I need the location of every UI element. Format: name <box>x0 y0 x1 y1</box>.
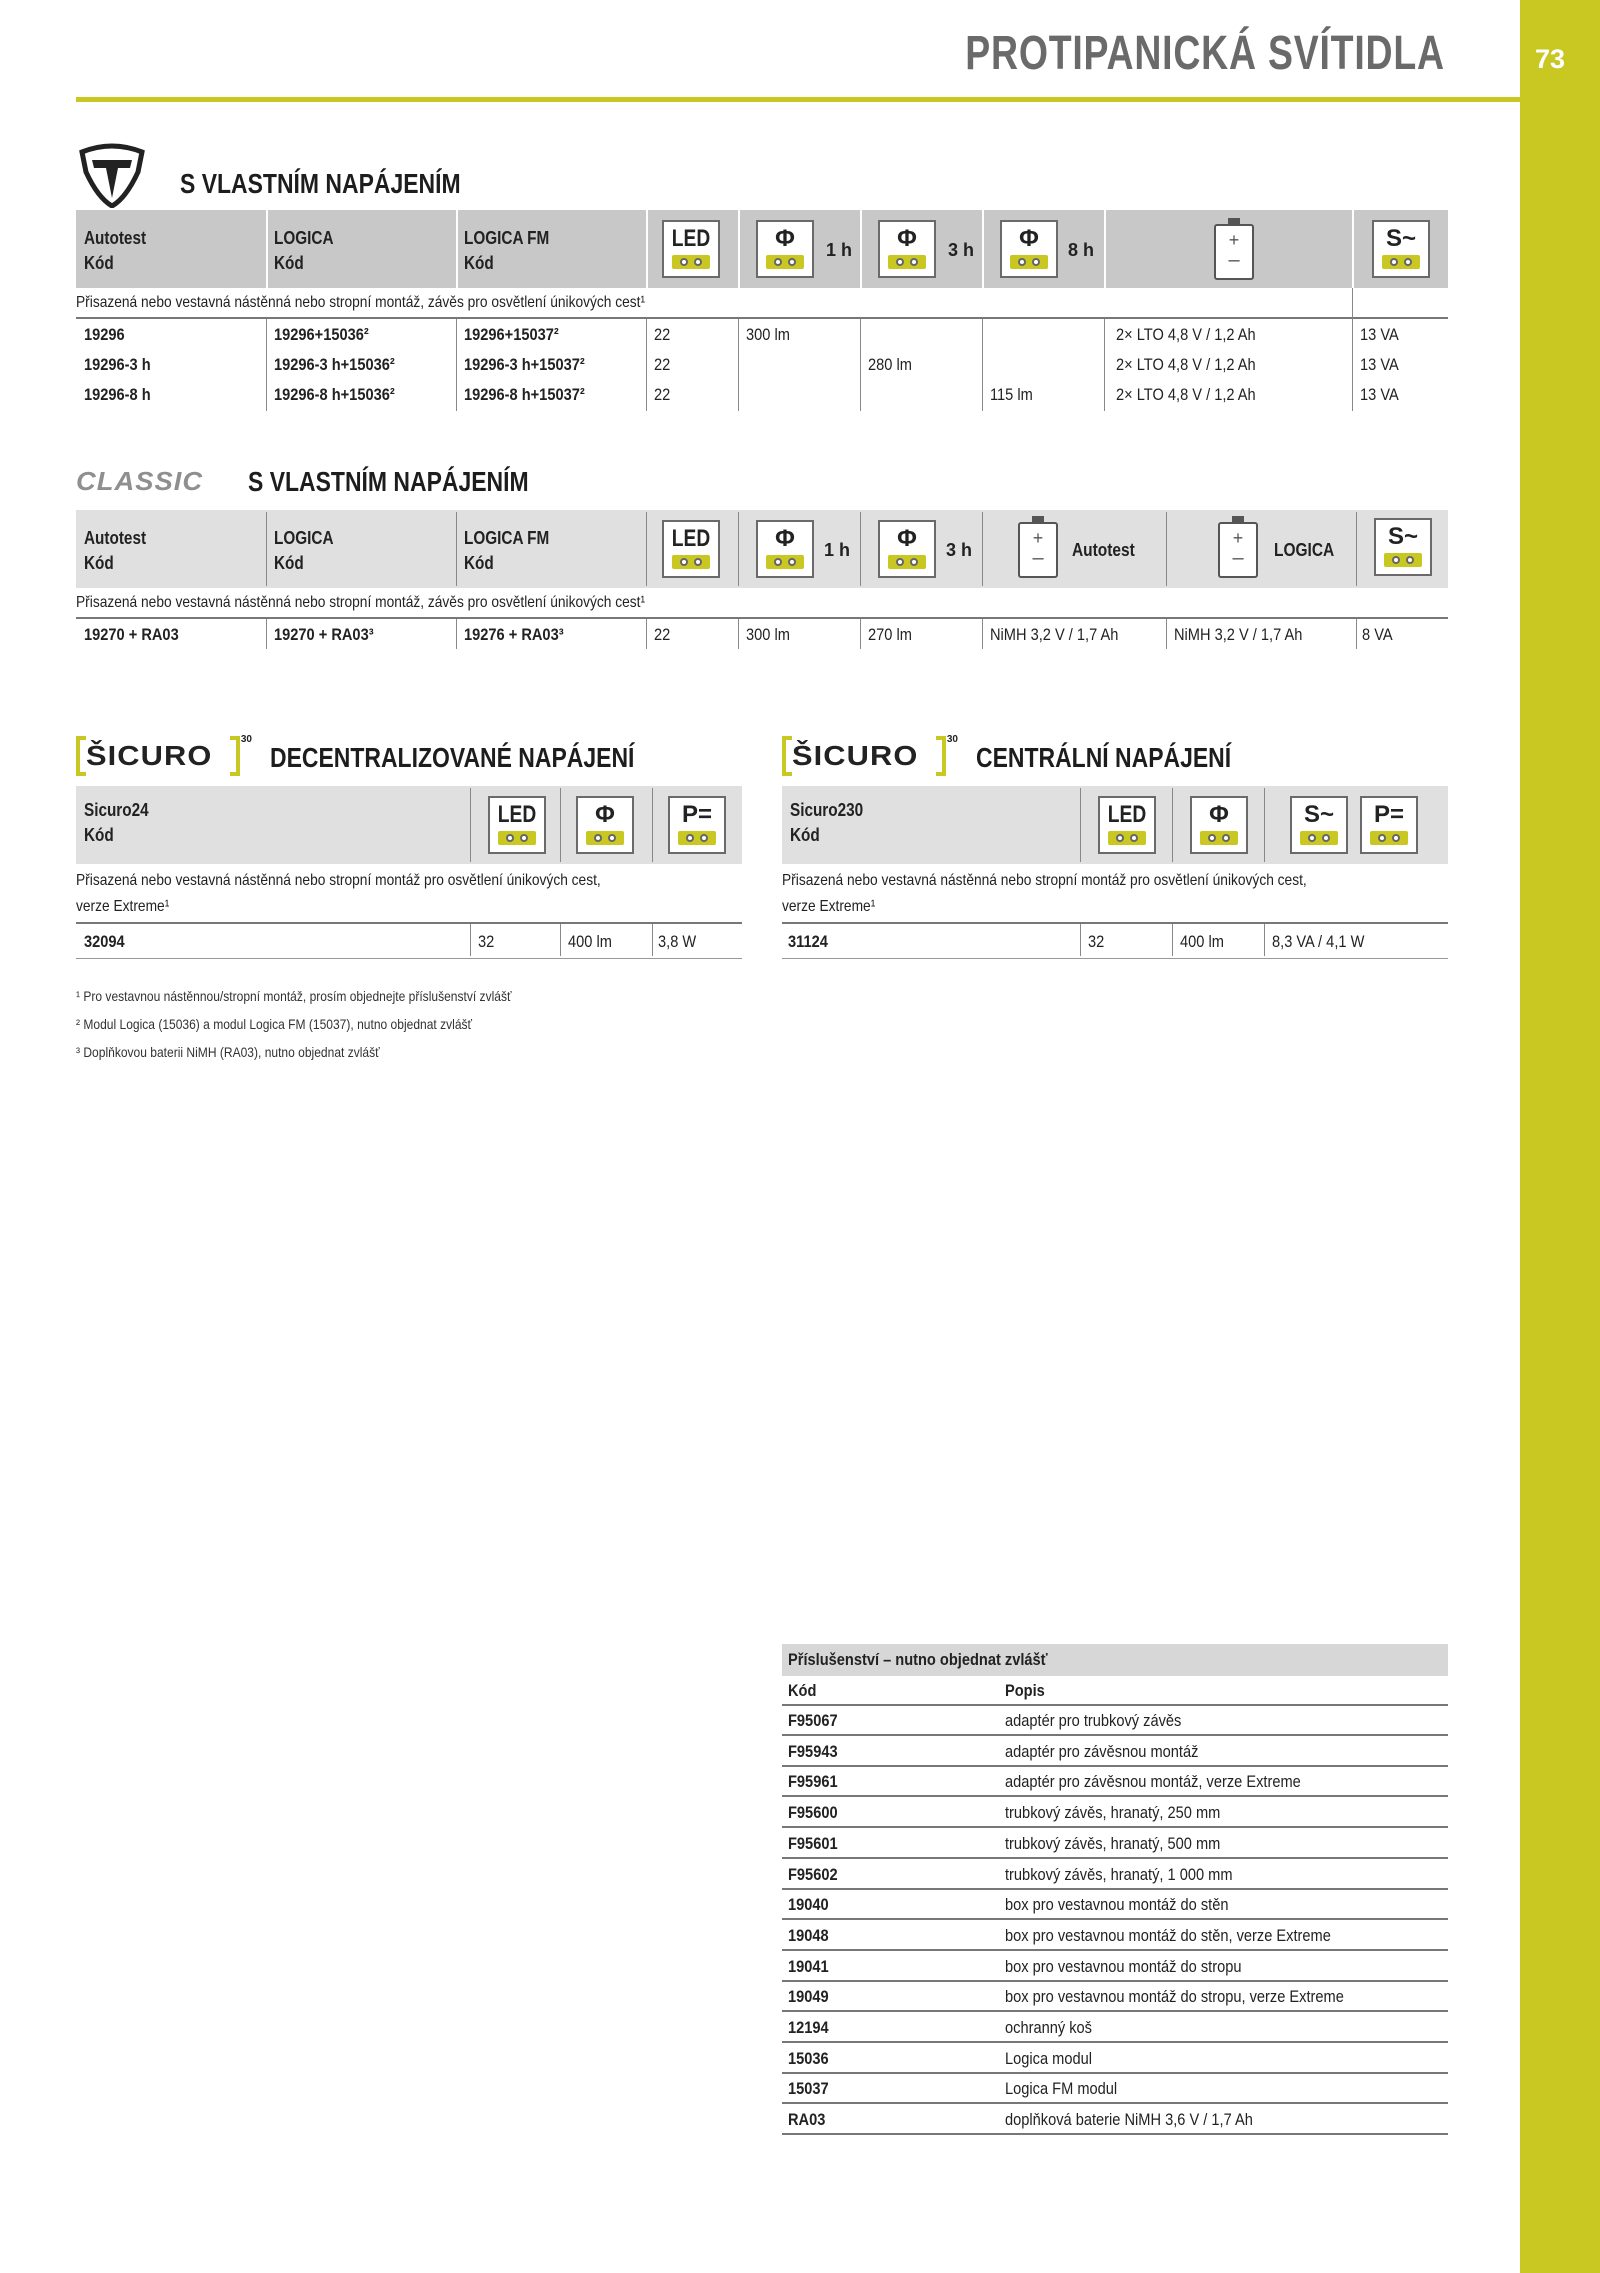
sicuro-logo: ŠICURO 30 <box>76 736 252 778</box>
accent-sidebar <box>1520 0 1600 2273</box>
col-divider <box>982 319 983 411</box>
cell-desc: trubkový závěs, hranatý, 1 000 mm <box>1005 1864 1233 1884</box>
col-divider <box>1166 619 1167 649</box>
cell-desc: adaptér pro závěsnou montáž <box>1005 1741 1199 1761</box>
luminous-flux-icon: Φ <box>576 796 634 854</box>
cell-power: 8,3 VA / 4,1 W <box>1272 932 1365 951</box>
col-divider <box>1264 788 1265 862</box>
header-divider <box>646 210 648 288</box>
cell-desc: Logica modul <box>1005 2048 1092 2068</box>
ac-power-icon: S~ <box>1372 220 1430 278</box>
cell-code: 15037 <box>788 2079 829 2099</box>
col-divider <box>652 924 653 956</box>
battery-icon: + – <box>1214 224 1254 280</box>
footnote-1: ¹ Pro vestavnou nástěnnou/stropní montáž, prosím objednejte příslušenství zvlášť <box>76 988 512 1004</box>
row-rule <box>76 958 742 959</box>
cell-battery: 2× LTO 4,8 V / 1,2 Ah <box>1116 385 1256 404</box>
table-row <box>782 2013 1448 2043</box>
ac-power-icon: S~ <box>1374 518 1432 576</box>
cell-autotest: 19296-3 h <box>84 355 151 374</box>
cell-lm-8h: 115 lm <box>990 385 1033 404</box>
section3-table-header <box>76 786 742 864</box>
table-row <box>782 2044 1448 2074</box>
duration-8h: 8 h <box>1068 240 1095 260</box>
battery-autotest-label: Autotest <box>1072 540 1135 560</box>
col-logica-fm: LOGICA FM Kód <box>464 228 550 273</box>
duration-1h: 1 h <box>824 540 851 560</box>
led-icon: LED <box>488 796 546 854</box>
duration-3h: 3 h <box>946 540 973 560</box>
accessories-title: Příslušenství – nutno objednat zvlášť <box>788 1650 1048 1669</box>
cell-desc: adaptér pro závěsnou montáž, verze Extreme <box>1005 1772 1301 1792</box>
col-divider <box>1352 319 1353 411</box>
luminous-flux-icon: Φ <box>878 520 936 578</box>
col-logica-fm: LOGICA FM Kód <box>464 528 550 573</box>
battery-icon: + – <box>1018 522 1058 578</box>
cell-lm-3h: 280 lm <box>868 355 912 374</box>
col-divider <box>738 619 739 649</box>
cell-code: 19049 <box>788 1987 829 2007</box>
header-divider <box>266 210 268 288</box>
col-divider <box>1104 319 1105 411</box>
page-title: PROTIPANICKÁ SVÍTIDLA <box>965 27 1445 80</box>
cell-code: F95600 <box>788 1803 838 1823</box>
cell-code: F95601 <box>788 1833 838 1853</box>
table-row <box>782 1706 1448 1736</box>
cell-code: F95961 <box>788 1772 838 1792</box>
col-divider <box>1172 924 1173 956</box>
section3-mount-note-2: verze Extreme¹ <box>76 898 170 915</box>
section3-mount-note: Přisazená nebo vestavná nástěnná nebo stropní montáž pro osvětlení únikových cest, <box>76 872 601 889</box>
table-row <box>782 1737 1448 1767</box>
cell-desc: ochranný koš <box>1005 2018 1092 2037</box>
cell-code: F95943 <box>788 1741 838 1761</box>
row-rule <box>76 922 742 924</box>
duration-3h: 3 h <box>948 240 975 260</box>
cell-desc: box pro vestavnou montáž do stropu, verze Extreme <box>1005 1987 1344 2007</box>
cell-autotest: 19270 + RA03 <box>84 625 179 644</box>
cell-led: 22 <box>654 385 671 404</box>
cell-power: 3,8 W <box>658 932 697 951</box>
cell-logica: 19296+15036² <box>274 325 369 344</box>
col-divider <box>560 924 561 956</box>
cell-code: 32094 <box>84 932 125 951</box>
col-sicuro230: Sicuro230 Kód <box>790 800 864 845</box>
col-logica: LOGICA Kód <box>274 228 334 273</box>
col-divider <box>1080 788 1081 862</box>
col-divider <box>982 512 983 586</box>
battery-icon: + – <box>1218 522 1258 578</box>
cell-desc: adaptér pro trubkový závěs <box>1005 1711 1182 1730</box>
table-row <box>782 1982 1448 2012</box>
section1-mount-note: Přisazená nebo vestavná nástěnná nebo stropní montáž, závěs pro osvětlení únikových cest¹ <box>76 294 646 311</box>
cell-desc: box pro vestavnou montáž do stěn <box>1005 1895 1229 1915</box>
cell-desc: trubkový závěs, hranatý, 250 mm <box>1005 1803 1221 1823</box>
col-autotest: Autotest Kód <box>84 528 147 573</box>
luminous-flux-icon: Φ <box>756 520 814 578</box>
table-row <box>782 1890 1448 1920</box>
col-divider <box>266 619 267 649</box>
section1-title: S VLASTNÍM NAPÁJENÍM <box>180 168 461 199</box>
section2-mount-note: Přisazená nebo vestavná nástěnná nebo stropní montáž, závěs pro osvětlení únikových cest¹ <box>76 594 646 611</box>
table-row <box>782 1829 1448 1859</box>
cell-logica: 19296-3 h+15036² <box>274 355 395 374</box>
luminous-flux-icon: Φ <box>756 220 814 278</box>
section2-title: S VLASTNÍM NAPÁJENÍM <box>248 466 529 497</box>
cell-logica-fm: 19296-3 h+15037² <box>464 355 585 374</box>
col-code: Kód <box>788 1681 817 1700</box>
led-icon: LED <box>662 520 720 578</box>
cell-lm-1h: 300 lm <box>746 325 790 344</box>
cell-lm: 400 lm <box>568 932 612 951</box>
col-divider <box>1264 924 1265 956</box>
cell-desc: doplňková baterie NiMH 3,6 V / 1,7 Ah <box>1005 2110 1253 2130</box>
cell-code: F95067 <box>788 1711 838 1730</box>
cell-code: 19040 <box>788 1895 829 1915</box>
cell-battery: 2× LTO 4,8 V / 1,2 Ah <box>1116 325 1256 344</box>
col-desc: Popis <box>1005 1681 1045 1700</box>
header-divider <box>860 210 862 288</box>
cell-code: 15036 <box>788 2048 829 2068</box>
header-divider <box>738 210 740 288</box>
table-row <box>782 2074 1448 2104</box>
classic-logo: CLASSIC <box>76 466 204 496</box>
col-divider <box>266 512 267 586</box>
col-divider <box>456 512 457 586</box>
col-divider <box>652 788 653 862</box>
col-divider <box>860 512 861 586</box>
table-row <box>782 1952 1448 1982</box>
col-divider <box>646 512 647 586</box>
col-divider <box>1356 512 1357 586</box>
col-divider <box>1166 512 1167 586</box>
cell-led: 32 <box>478 932 495 951</box>
row-rule <box>782 958 1448 959</box>
luminous-flux-icon: Φ <box>1190 796 1248 854</box>
cell-code: RA03 <box>788 2110 826 2130</box>
cell-code: 19041 <box>788 1956 829 1976</box>
cell-desc: box pro vestavnou montáž do stropu <box>1005 1956 1242 1976</box>
cell-led: 22 <box>654 625 671 644</box>
title-rule <box>76 97 1520 102</box>
header-divider <box>982 210 984 288</box>
col-divider <box>1080 924 1081 956</box>
col-divider <box>860 619 861 649</box>
cell-lm: 400 lm <box>1180 932 1224 951</box>
page-number: 73 <box>1534 44 1566 74</box>
luminous-flux-icon: Φ <box>878 220 936 278</box>
col-divider <box>1172 788 1173 862</box>
battery-logica-label: LOGICA <box>1274 540 1335 560</box>
ac-power-icon: S~ <box>1290 796 1348 854</box>
col-divider <box>646 319 647 411</box>
cell-power: 13 VA <box>1360 325 1399 344</box>
footnote-3: ³ Doplňkovou baterii NiMH (RA03), nutno objednat zvlášť <box>76 1044 380 1060</box>
row-rule <box>76 617 1448 619</box>
cell-lm-1h: 300 lm <box>746 625 790 644</box>
dc-power-icon: P= <box>1360 796 1418 854</box>
table-row <box>782 2105 1448 2135</box>
table-row <box>782 1798 1448 1828</box>
cell-power: 13 VA <box>1360 385 1399 404</box>
col-divider <box>470 924 471 956</box>
led-icon: LED <box>662 220 720 278</box>
cell-power: 8 VA <box>1362 625 1393 644</box>
cell-autotest: 19296 <box>84 325 125 344</box>
accessories-col-header <box>782 1676 1448 1706</box>
accessories-header <box>782 1644 1448 1676</box>
cell-code: F95602 <box>788 1864 838 1884</box>
header-divider <box>456 210 458 288</box>
col-sicuro24: Sicuro24 Kód <box>84 800 149 845</box>
row-rule <box>782 922 1448 924</box>
footnote-2: ² Modul Logica (15036) a modul Logica FM (15037), nutno objednat zvlášť <box>76 1016 473 1032</box>
col-divider <box>266 319 267 411</box>
col-logica: LOGICA Kód <box>274 528 334 573</box>
cell-desc: trubkový závěs, hranatý, 500 mm <box>1005 1833 1221 1853</box>
table-row <box>782 1921 1448 1951</box>
section4-title: CENTRÁLNÍ NAPÁJENÍ <box>976 742 1232 773</box>
col-divider <box>646 619 647 649</box>
section4-mount-note-2: verze Extreme¹ <box>782 898 876 915</box>
header-divider <box>1104 210 1106 288</box>
shield-logo-icon <box>76 142 148 208</box>
cell-logica-fm: 19276 + RA03³ <box>464 625 564 644</box>
cell-battery-logica: NiMH 3,2 V / 1,7 Ah <box>1174 625 1303 644</box>
cell-desc: box pro vestavnou montáž do stěn, verze Extreme <box>1005 1925 1331 1945</box>
dc-power-icon: P= <box>668 796 726 854</box>
col-divider <box>560 788 561 862</box>
cell-battery-autotest: NiMH 3,2 V / 1,7 Ah <box>990 625 1119 644</box>
col-divider <box>456 319 457 411</box>
cell-code: 19048 <box>788 1925 829 1945</box>
cell-logica-fm: 19296+15037² <box>464 325 559 344</box>
cell-code: 12194 <box>788 2018 829 2037</box>
duration-1h: 1 h <box>826 240 853 260</box>
header-divider <box>1352 210 1354 288</box>
table-row <box>782 1767 1448 1797</box>
cell-power: 13 VA <box>1360 355 1399 374</box>
cell-lm-3h: 270 lm <box>868 625 912 644</box>
section4-mount-note: Přisazená nebo vestavná nástěnná nebo stropní montáž pro osvětlení únikových cest, <box>782 872 1307 889</box>
col-divider <box>1352 288 1353 318</box>
col-divider <box>738 319 739 411</box>
cell-logica-fm: 19296-8 h+15037² <box>464 385 585 404</box>
row-rule <box>76 317 1448 319</box>
col-divider <box>1356 619 1357 649</box>
table-row <box>782 1860 1448 1890</box>
cell-desc: Logica FM modul <box>1005 2079 1118 2099</box>
cell-led: 32 <box>1088 932 1105 951</box>
col-divider <box>738 512 739 586</box>
sicuro-logo: ŠICURO 30 <box>782 736 958 778</box>
col-divider <box>470 788 471 862</box>
cell-battery: 2× LTO 4,8 V / 1,2 Ah <box>1116 355 1256 374</box>
col-autotest: Autotest Kód <box>84 228 147 273</box>
cell-logica: 19296-8 h+15036² <box>274 385 395 404</box>
cell-logica: 19270 + RA03³ <box>274 625 374 644</box>
section3-title: DECENTRALIZOVANÉ NAPÁJENÍ <box>270 742 635 773</box>
col-divider <box>860 319 861 411</box>
col-divider <box>982 619 983 649</box>
cell-autotest: 19296-8 h <box>84 385 151 404</box>
cell-code: 31124 <box>788 932 828 951</box>
luminous-flux-icon: Φ <box>1000 220 1058 278</box>
cell-led: 22 <box>654 325 671 344</box>
cell-led: 22 <box>654 355 671 374</box>
led-icon: LED <box>1098 796 1156 854</box>
col-divider <box>456 619 457 649</box>
